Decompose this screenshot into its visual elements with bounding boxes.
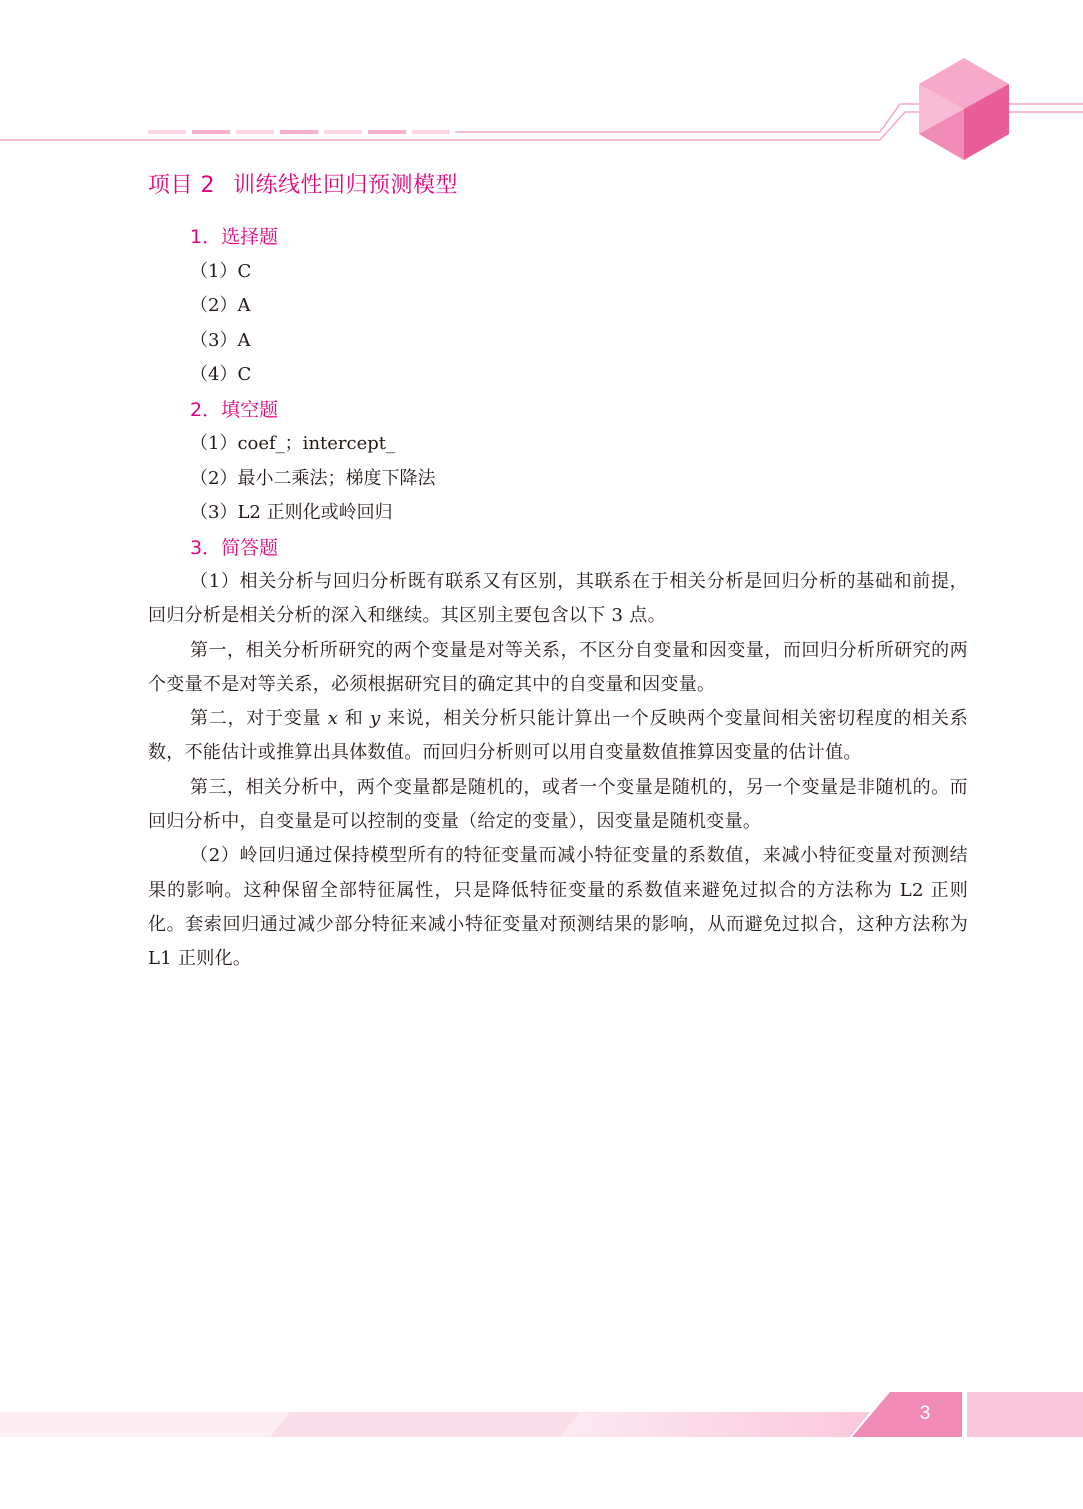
section-heading-short: 3．简答题 — [190, 536, 279, 559]
header-decoration — [0, 0, 1083, 170]
section-heading-choice: 1．选择题 — [190, 226, 279, 248]
dash-strip — [148, 130, 450, 134]
page-number: 3 — [919, 1403, 931, 1424]
paragraph: （1）相关分析与回归分析既有联系又有区别，其联系在于相关分析是回归分析的基础和前提，回归分析是相关分析的深入和继续。其区别主要包含以下 3 点。 — [148, 571, 968, 627]
answer-item: （1）C — [190, 260, 252, 282]
variable-x: x — [327, 708, 339, 730]
paragraph-text: 来说，相关分析只能计算出一个反映两个变量间相关密切程度的相关系数，不能估计或推算出具体数值。而回归分析则可以用自变量数值推算因变量的估计值。 — [148, 708, 969, 764]
project-title — [148, 168, 968, 204]
answer-item: （2）A — [190, 295, 251, 316]
answer-item: （3）L2 正则化或岭回归 — [190, 502, 393, 523]
answer-item: （1）coef_；intercept_ — [190, 433, 396, 454]
variable-y: y — [369, 708, 381, 730]
paragraph: （2）岭回归通过保持模型所有的特征变量而减小特征变量的系数值，来减小特征变量对预测结果的影响。这种保留全部特征属性，只是降低特征变量的系数值来避免过拟合的方法称为 L2 正则化。套索回归通过减少部分特征来减小特征变量对预测结果的影响，从而避免过拟合，这种方法称为 L1 正则化。 — [148, 845, 968, 970]
paragraph: 第一，相关分析所研究的两个变量是对等关系，不区分自变量和因变量，而回归分析所研究的两个变量不是对等关系，必须根据研究目的确定其中的自变量和因变量。 — [148, 639, 968, 695]
paragraph: 第三，相关分析中，两个变量都是随机的，或者一个变量是随机的，另一个变量是非随机的。而回归分析中，自变量是可以控制的变量（给定的变量），因变量是随机变量。 — [148, 776, 968, 833]
project-title-text: 训练线性回归预测模型 — [233, 173, 459, 198]
project-number: 项目 2 — [148, 173, 215, 198]
hexagon-logo-icon — [919, 58, 1009, 160]
paragraph-text: 第二，对于变量 — [190, 708, 328, 730]
page-content — [148, 168, 968, 977]
section-heading-fill: 2．填空题 — [190, 398, 279, 421]
paragraph-text: 和 — [338, 708, 370, 730]
answer-item: （3）A — [190, 329, 251, 351]
answer-item: （2）最小二乘法；梯度下降法 — [190, 467, 436, 489]
paragraph — [148, 702, 968, 771]
answer-item: （4）C — [190, 364, 252, 385]
